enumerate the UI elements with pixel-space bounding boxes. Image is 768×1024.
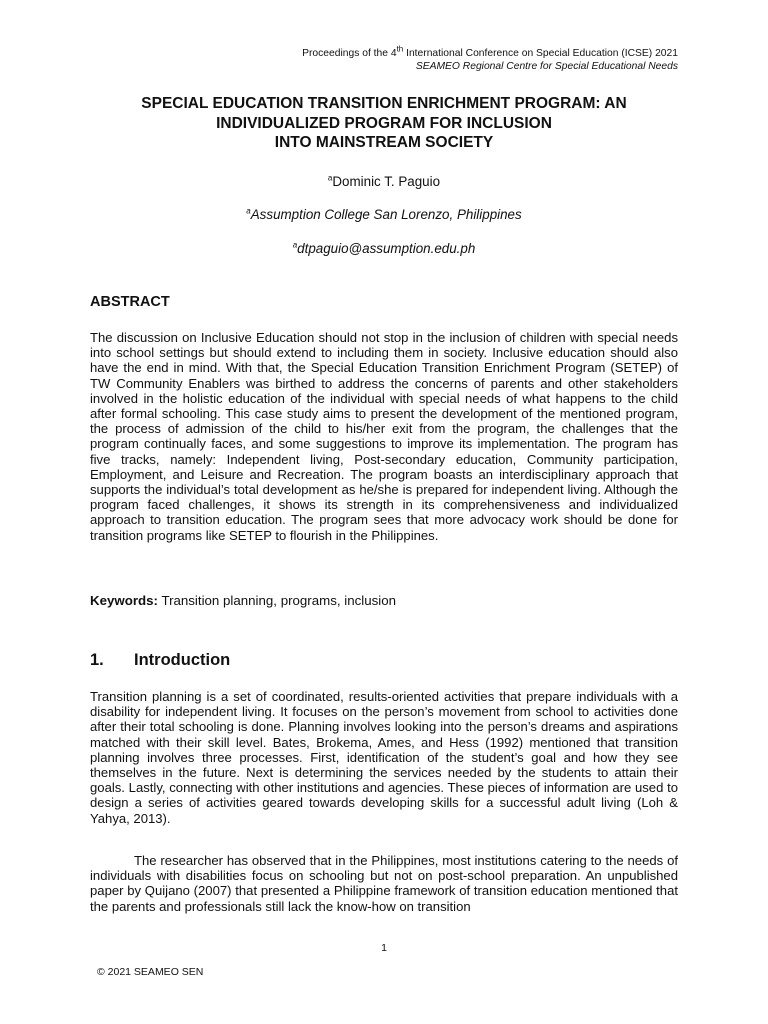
intro-paragraph-1: Transition planning is a set of coordinated, results-oriented activities that prepare individuals with a disability for independent living. It focuses on the person’s movement from school to activities done after their total schooling is done. Planning involves looking into the person’s dreams and aspirations matched with their skill level. Bates, Brokema, Ames, and Hess (1992) mentioned that transition planning involves three processes. First, identification of the student’s goal and how they see themselves in the future. Next is determining the services needed by the students to attain their goals. Lastly, connecting with other institutions and agencies. These pieces of information are used to design a series of activities geared towards developing skills for a successful adult living (Loh & Yahya, 2013). [90,689,678,826]
header-organization-line: SEAMEO Regional Centre for Special Educational Needs [415,61,678,72]
running-header [302,44,678,73]
intro-paragraph-2: The researcher has observed that in the Philippines, most institutions catering to the needs of individuals with disabilities focus on schooling but not on post-school preparation. An unpublished paper by Quijano (2007) that presented a Philippine framework of transition education mentioned that the parents and professionals still lack the know-how on transition [90,853,678,914]
section-heading-introduction: 1. Introduction [90,651,231,669]
author-affiliation: $^a$Assumption College San Lorenzo, Philippines [246,206,522,222]
header-conference-line: Proceedings of the 4th International Conference on Special Education (ICSE) 2021 [302,44,678,59]
keywords [90,593,396,608]
abstract-body: The discussion on Inclusive Education should not stop in the inclusion of children with special needs into school settings but should extend to including them in society. Inclusive education should also have the end in mind. With that, the Special Education Transition Enrichment Program (SETEP) of TW Community Enablers was birthed to address the concerns of parents and other stakeholders involved in the holistic education of the individual with special needs of what happens to the child after formal schooling. This case study aims to present the development of the mentioned program, the process of admission of the child to his/her exit from the program, the challenges that the program continually faces, and some suggestions to improve its implementation. The program has five tracks, namely: Independent living, Post-secondary education, Community participation, Employment, and Leisure and Recreation. The program boasts an interdisciplinary approach that supports the individual’s total development as he/she is prepared for independent living. Although the program faced challenges, it shows its strength in its comprehensiveness and individualized approach to transition education. The program sees that more advocacy work should be done for transition programs like SETEP to flourish in the Philippines. [90,330,678,543]
abstract-heading: ABSTRACT [90,294,170,310]
paper-title: SPECIAL EDUCATION TRANSITION ENRICHMENT PROGRAM: AN INDIVIDUALIZED PROGRAM FOR INCLUSION INTO MAINSTREAM SOCIETY [141,95,627,151]
keywords-text: Transition planning, programs, inclusion [157,593,396,608]
author-email: $^a$dtpaguio@assumption.edu.ph [292,240,476,256]
copyright-footer: © 2021 SEAMEO SEN [97,966,204,978]
page-number: 1 [381,942,387,954]
keywords-label: Keywords: [90,593,158,608]
author-name: $^a$Dominic T. Paguio [327,173,441,189]
